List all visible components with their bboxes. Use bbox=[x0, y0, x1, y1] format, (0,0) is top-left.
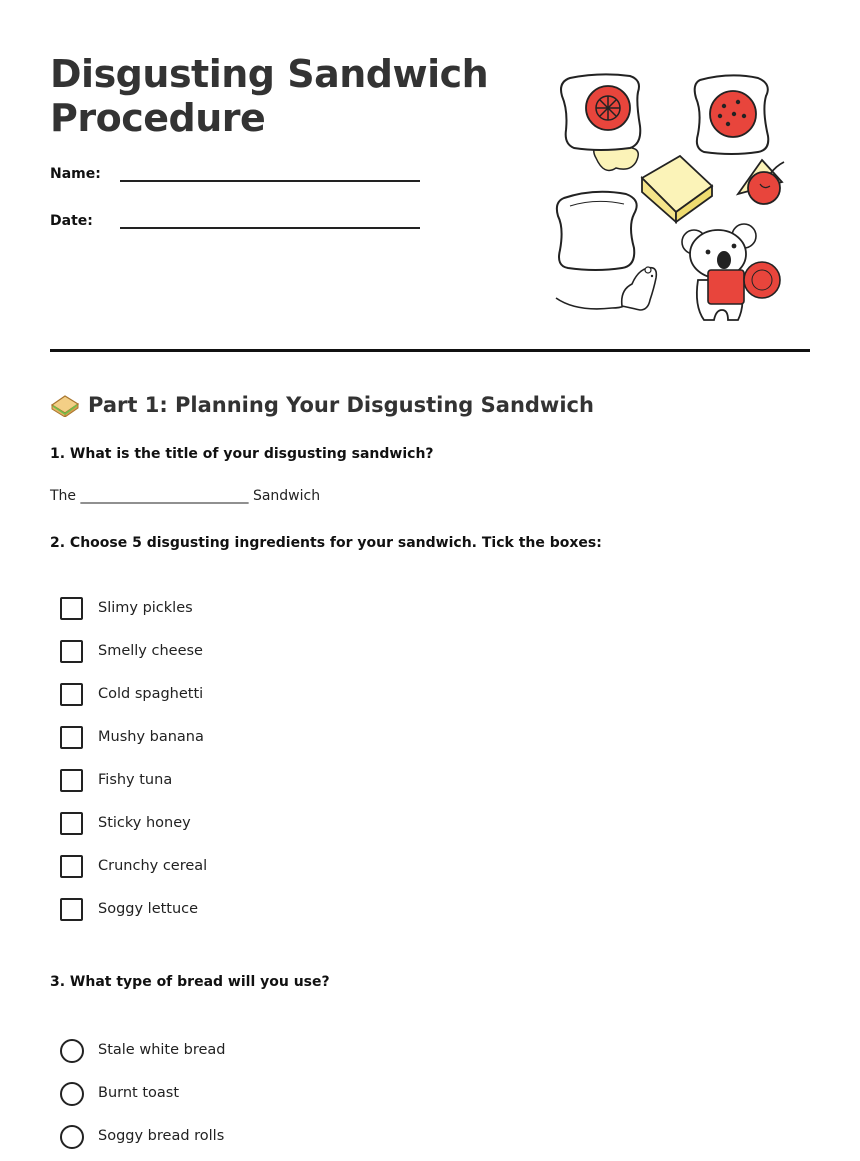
toast-tomato-egg-drawing bbox=[561, 74, 640, 170]
ingredient-option[interactable] bbox=[60, 726, 460, 769]
answer-blank[interactable]: ________________________ bbox=[80, 488, 249, 504]
ingredient-option[interactable] bbox=[60, 597, 460, 640]
ingredient-option[interactable] bbox=[60, 812, 460, 855]
ingredient-label: Smelly cheese bbox=[98, 643, 203, 659]
ingredient-label: Crunchy cereal bbox=[98, 858, 208, 874]
header-divider bbox=[50, 349, 810, 352]
checkbox-icon[interactable] bbox=[60, 898, 83, 921]
question-1: 1. What is the title of your disgusting sandwich? bbox=[50, 446, 434, 462]
part1-heading bbox=[50, 390, 594, 420]
part1-heading-text: Part 1: Planning Your Disgusting Sandwich bbox=[88, 393, 594, 417]
sandwich-title-answer bbox=[50, 488, 320, 504]
plain-bread-drawing bbox=[557, 192, 637, 270]
question-3: 3. What type of bread will you use? bbox=[50, 974, 330, 990]
date-label: Date: bbox=[50, 213, 93, 229]
bread-label: Stale white bread bbox=[98, 1042, 226, 1058]
worksheet-title: Disgusting Sandwich Procedure bbox=[50, 52, 489, 140]
checkbox-icon[interactable] bbox=[60, 855, 83, 878]
ingredient-label: Cold spaghetti bbox=[98, 686, 204, 702]
ingredient-checklist bbox=[60, 597, 460, 941]
checkbox-icon[interactable] bbox=[60, 640, 83, 663]
ingredient-option[interactable] bbox=[60, 855, 460, 898]
checkbox-icon[interactable] bbox=[60, 812, 83, 835]
ingredient-label: Slimy pickles bbox=[98, 600, 193, 616]
koala-drawing bbox=[682, 224, 780, 320]
cheese-wedge-radish-drawing bbox=[738, 160, 784, 204]
bread-option[interactable] bbox=[60, 1125, 460, 1161]
bread-label: Burnt toast bbox=[98, 1085, 180, 1101]
cheese-block-drawing bbox=[642, 156, 712, 222]
bread-label: Soggy bread rolls bbox=[98, 1128, 225, 1144]
date-write-line[interactable] bbox=[120, 227, 420, 229]
sandwich-ingredients-illustration bbox=[548, 66, 798, 328]
ingredient-option[interactable] bbox=[60, 769, 460, 812]
ingredient-label: Soggy lettuce bbox=[98, 901, 199, 917]
checkbox-icon[interactable] bbox=[60, 769, 83, 792]
mouse-drawing bbox=[556, 267, 656, 310]
checkbox-icon[interactable] bbox=[60, 726, 83, 749]
bread-choice-list bbox=[60, 1039, 460, 1161]
radio-icon[interactable] bbox=[60, 1039, 84, 1063]
toast-salami-drawing bbox=[695, 75, 769, 154]
checkbox-icon[interactable] bbox=[60, 597, 83, 620]
answer-suffix: Sandwich bbox=[252, 488, 321, 504]
radio-icon[interactable] bbox=[60, 1125, 84, 1149]
date-field bbox=[50, 213, 430, 243]
name-write-line[interactable] bbox=[120, 180, 420, 182]
name-label: Name: bbox=[50, 166, 101, 182]
ingredient-option[interactable] bbox=[60, 898, 460, 941]
ingredient-label: Mushy banana bbox=[98, 729, 204, 745]
ingredient-option[interactable] bbox=[60, 640, 460, 683]
radio-icon[interactable] bbox=[60, 1082, 84, 1106]
ingredient-label: Sticky honey bbox=[98, 815, 191, 831]
sandwich-icon bbox=[50, 393, 80, 417]
question-2: 2. Choose 5 disgusting ingredients for your sandwich. Tick the boxes: bbox=[50, 535, 602, 551]
bread-option[interactable] bbox=[60, 1039, 460, 1082]
checkbox-icon[interactable] bbox=[60, 683, 83, 706]
ingredient-option[interactable] bbox=[60, 683, 460, 726]
bread-option[interactable] bbox=[60, 1082, 460, 1125]
answer-prefix: The bbox=[50, 488, 77, 504]
ingredient-label: Fishy tuna bbox=[98, 772, 173, 788]
name-field bbox=[50, 166, 430, 196]
